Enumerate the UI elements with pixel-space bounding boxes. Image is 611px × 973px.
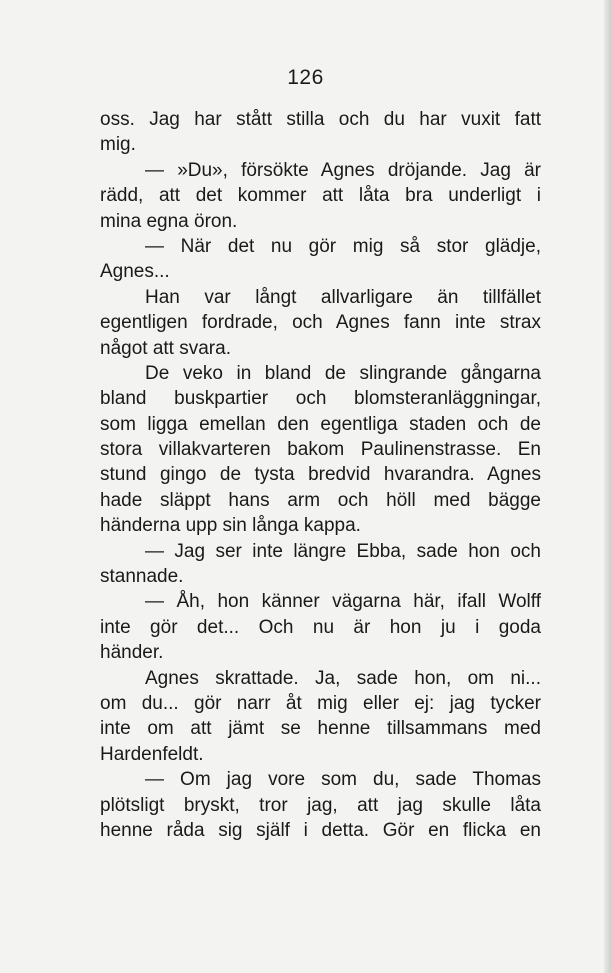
page-edge-shadow bbox=[604, 0, 611, 973]
text-line: stora villakvarteren bakom Paulinenstrasse. En bbox=[100, 439, 541, 461]
text-line: mig. bbox=[100, 134, 136, 156]
body-text bbox=[100, 107, 541, 843]
text-line: om du... gör narr åt mig eller ej: jag tycker bbox=[100, 692, 541, 714]
text-line: — »Du», försökte Agnes dröjande. Jag är bbox=[145, 159, 541, 181]
text-line: hade släppt hans arm och höll med bägge bbox=[100, 489, 541, 511]
page-number: 126 bbox=[287, 66, 324, 89]
text-line: bland buskpartier och blomsteranläggningar, bbox=[100, 388, 541, 410]
text-line: oss. Jag har stått stilla och du har vuxit fatt bbox=[100, 109, 541, 130]
text-line: Agnes skrattade. Ja, sade hon, om ni... bbox=[145, 667, 541, 689]
text-line: — När det nu gör mig så stor glädje, bbox=[145, 235, 541, 257]
text-line: — Jag ser inte längre Ebba, sade hon och bbox=[145, 540, 541, 562]
text-line: händerna upp sin långa kappa. bbox=[100, 515, 361, 537]
text-line: — Åh, hon känner vägarna här, ifall Wolff bbox=[145, 591, 541, 613]
text-line: De veko in bland de slingrande gångarna bbox=[145, 362, 541, 384]
text-line: mina egna öron. bbox=[100, 210, 238, 232]
text-line: — Om jag vore som du, sade Thomas bbox=[145, 769, 541, 791]
text-line: Hardenfeldt. bbox=[100, 743, 204, 765]
text-line: händer. bbox=[100, 642, 164, 664]
text-line: rädd, att det kommer att låta bra underligt i bbox=[100, 185, 541, 207]
text-line: inte gör det... Och nu är hon ju i goda bbox=[100, 616, 541, 638]
text-line: egentligen fordrade, och Agnes fann inte strax bbox=[100, 312, 541, 334]
text-line: stund gingo de tysta bredvid hvarandra. Agnes bbox=[100, 464, 541, 486]
text-line: som ligga emellan den egentliga staden och de bbox=[100, 413, 541, 435]
text-line: plötsligt bryskt, tror jag, att jag skulle låta bbox=[100, 794, 541, 816]
text-line: Han var långt allvarligare än tillfället bbox=[145, 286, 541, 308]
text-line: stannade. bbox=[100, 566, 184, 588]
text-line: Agnes... bbox=[100, 261, 170, 283]
text-line: henne råda sig själf i detta. Gör en flicka en bbox=[100, 819, 541, 841]
text-line: inte om att jämt se henne tillsammans med bbox=[100, 718, 541, 740]
text-line: något att svara. bbox=[100, 337, 231, 359]
